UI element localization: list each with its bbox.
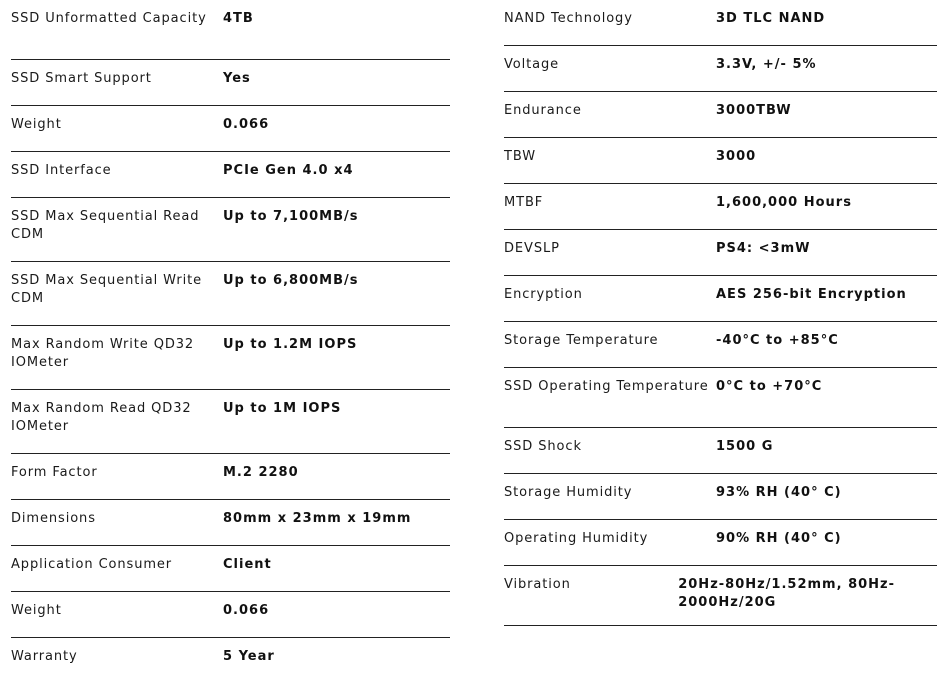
spec-label: Max Random Read QD32 IOMeter xyxy=(11,401,192,434)
spec-label: SSD Max Sequential Write CDM xyxy=(11,273,202,306)
spec-label: NAND Technology xyxy=(504,11,633,26)
spec-label: Weight xyxy=(11,117,62,132)
spec-value: 0°C to +70°C xyxy=(716,379,823,394)
spec-label: SSD Smart Support xyxy=(11,71,152,86)
spec-row xyxy=(11,262,450,326)
spec-row xyxy=(504,368,937,428)
spec-label: SSD Shock xyxy=(504,439,582,454)
spec-label: DEVSLP xyxy=(504,241,560,256)
spec-label: SSD Unformatted Capacity xyxy=(11,11,207,26)
spec-row xyxy=(11,638,450,684)
spec-value: 0.066 xyxy=(223,603,270,618)
spec-label: Storage Temperature xyxy=(504,333,659,348)
spec-label: Max Random Write QD32 IOMeter xyxy=(11,337,195,370)
spec-value: Up to 1M IOPS xyxy=(223,401,342,416)
spec-value: 80mm x 23mm x 19mm xyxy=(223,511,412,526)
spec-row xyxy=(11,390,450,454)
spec-value: 90% RH (40° C) xyxy=(716,531,842,546)
spec-row xyxy=(11,326,450,390)
spec-value: M.2 2280 xyxy=(223,465,299,480)
spec-value: 93% RH (40° C) xyxy=(716,485,842,500)
spec-row xyxy=(504,322,937,368)
spec-value: 3.3V, +/- 5% xyxy=(716,57,817,72)
spec-row xyxy=(504,230,937,276)
spec-label: Endurance xyxy=(504,103,582,118)
spec-row xyxy=(504,520,937,566)
spec-label: Form Factor xyxy=(11,465,98,480)
spec-row xyxy=(11,592,450,638)
spec-value: AES 256-bit Encryption xyxy=(716,287,907,302)
spec-value: PCIe Gen 4.0 x4 xyxy=(223,163,354,178)
spec-label: TBW xyxy=(504,149,536,164)
spec-value: 5 Year xyxy=(223,649,275,664)
spec-label: SSD Operating Temperature xyxy=(504,379,709,394)
spec-value: 3000TBW xyxy=(716,103,792,118)
spec-row xyxy=(504,0,937,46)
spec-label: SSD Max Sequential Read CDM xyxy=(11,209,200,242)
spec-value: 3D TLC NAND xyxy=(716,11,826,26)
spec-row xyxy=(11,500,450,546)
spec-value: Up to 6,800MB/s xyxy=(223,273,359,288)
specs-table-left xyxy=(11,0,450,684)
spec-row xyxy=(11,198,450,262)
spec-label: SSD Interface xyxy=(11,163,112,178)
spec-row xyxy=(504,92,937,138)
spec-value: Up to 1.2M IOPS xyxy=(223,337,358,352)
spec-row xyxy=(11,546,450,592)
spec-value: Client xyxy=(223,557,272,572)
spec-value: Yes xyxy=(223,71,251,86)
spec-row xyxy=(504,566,937,626)
spec-value: 4TB xyxy=(223,11,254,26)
spec-label: Warranty xyxy=(11,649,78,664)
spec-label: Operating Humidity xyxy=(504,531,649,546)
spec-label: Storage Humidity xyxy=(504,485,633,500)
spec-value: 1,600,000 Hours xyxy=(716,195,852,210)
spec-label: Application Consumer xyxy=(11,557,173,572)
spec-value: PS4: <3mW xyxy=(716,241,811,256)
spec-label: Dimensions xyxy=(11,511,96,526)
spec-row xyxy=(504,276,937,322)
spec-row xyxy=(504,428,937,474)
spec-row xyxy=(11,60,450,106)
spec-label: Weight xyxy=(11,603,62,618)
spec-row xyxy=(11,106,450,152)
spec-label: Encryption xyxy=(504,287,583,302)
spec-label: Voltage xyxy=(504,57,560,72)
spec-row xyxy=(504,474,937,520)
spec-value: 20Hz-80Hz/1.52mm, 80Hz-2000Hz/20G xyxy=(678,577,895,610)
spec-value: 1500 G xyxy=(716,439,774,454)
spec-value: 0.066 xyxy=(223,117,270,132)
spec-value: -40°C to +85°C xyxy=(716,333,839,348)
spec-value: 3000 xyxy=(716,149,757,164)
spec-label: MTBF xyxy=(504,195,544,210)
spec-label: Vibration xyxy=(504,577,571,592)
spec-value: Up to 7,100MB/s xyxy=(223,209,359,224)
spec-row xyxy=(504,46,937,92)
spec-row xyxy=(504,138,937,184)
spec-row xyxy=(11,152,450,198)
spec-row xyxy=(11,454,450,500)
specs-table-right xyxy=(504,0,937,626)
spec-row xyxy=(11,0,450,60)
spec-row xyxy=(504,184,937,230)
